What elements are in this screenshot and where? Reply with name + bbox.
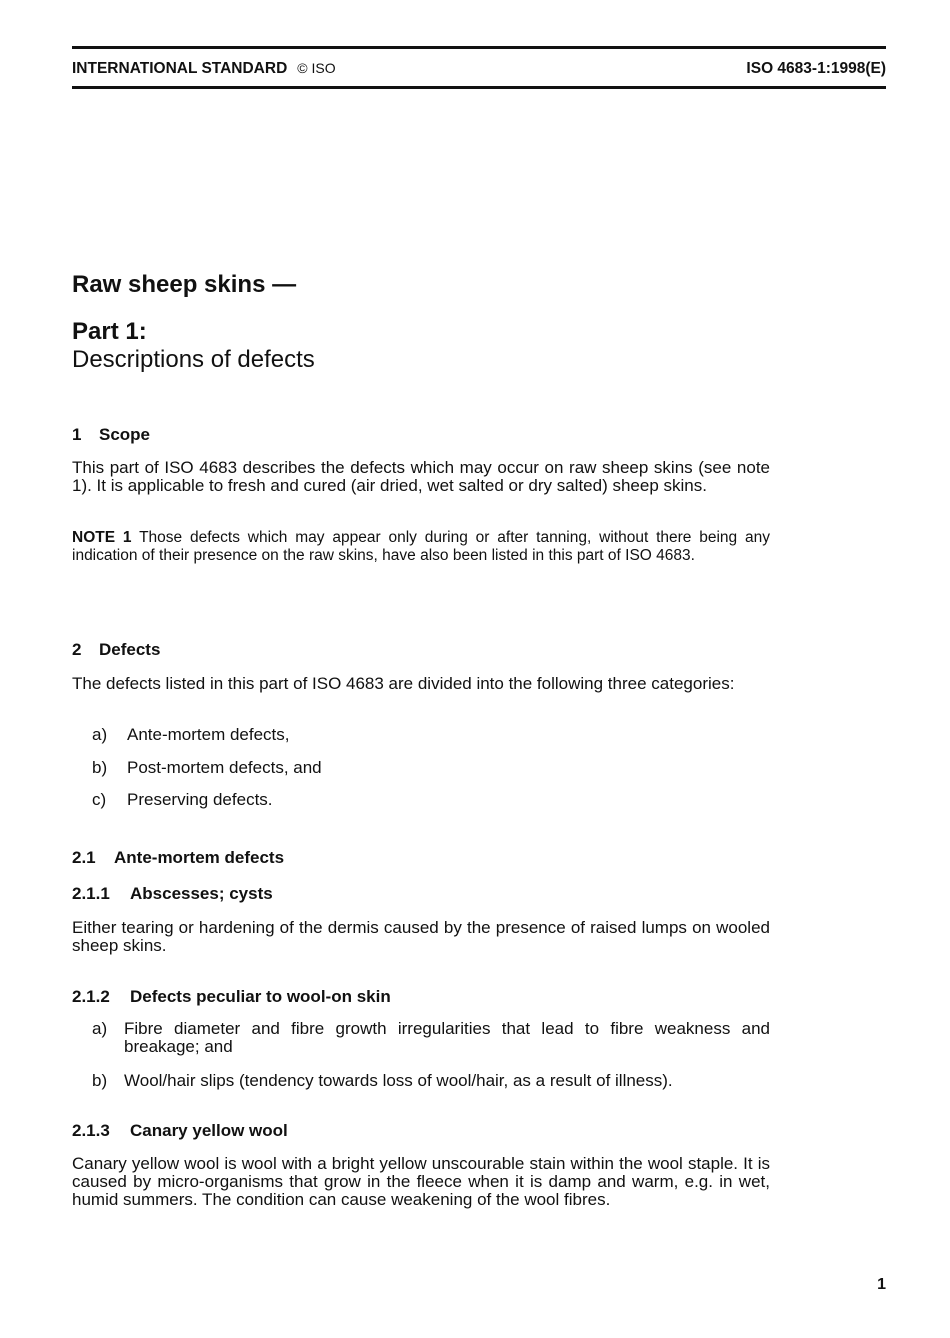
section-number: 2.1.2 <box>72 987 110 1006</box>
note-label: NOTE 1 <box>72 529 132 546</box>
defects-paragraph: The defects listed in this part of ISO 4683 are divided into the following three categories: <box>72 674 735 693</box>
section-heading-defects <box>72 640 160 660</box>
note-text: Those defects which may appear only during or after tanning, without there being any indication of their presence on the raw skins, have also been listed in this part of ISO 4683. <box>72 529 770 564</box>
list-item <box>92 791 792 811</box>
header-left <box>72 60 336 78</box>
list-item-text: Wool/hair slips (tendency towards loss of wool/hair, as a result of illness). <box>124 1071 673 1090</box>
header-top-rule <box>72 46 886 49</box>
section-number: 2.1 <box>72 848 96 867</box>
section-title: Defects peculiar to wool-on skin <box>130 987 391 1006</box>
section-title: Ante-mortem defects <box>114 848 285 867</box>
section-title: Defects <box>99 640 161 659</box>
section-heading-scope <box>72 425 150 445</box>
list-item-label: b) <box>92 758 108 777</box>
section-number: 1 <box>72 425 82 444</box>
header-doc-id: ISO 4683-1:1998(E) <box>746 60 886 77</box>
abscesses-paragraph: Either tearing or hardening of the dermis caused by the presence of raised lumps on wooled sheep skins. <box>72 918 770 955</box>
doc-title: Raw sheep skins — <box>72 271 297 298</box>
page-number: 1 <box>877 1276 886 1293</box>
scope-paragraph: This part of ISO 4683 describes the defects which may occur on raw sheep skins (see note 1). It is applicable to fresh and cured (air dried, wet salted or dry salted) sheep skins. <box>72 458 770 495</box>
list-item <box>92 1072 772 1092</box>
header-copyright: © ISO <box>297 60 336 76</box>
section-number: 2.1.3 <box>72 1121 110 1140</box>
section-number: 2.1.1 <box>72 884 110 903</box>
section-heading-ante-mortem <box>72 848 284 868</box>
doc-part: Part 1: <box>72 318 147 345</box>
section-heading-wool-on-defects <box>72 987 391 1007</box>
list-item <box>92 759 792 779</box>
scope-note <box>72 529 770 565</box>
list-item-label: a) <box>92 725 108 744</box>
list-item-label: c) <box>92 790 107 809</box>
canary-yellow-paragraph: Canary yellow wool is wool with a bright yellow unscourable stain within the wool staple. It is caused by micro-organisms that grow in the fleece when it is damp and warm, e.g. in wet, humid summers. The condition can cause weakening of the wool fibres. <box>72 1154 770 1209</box>
header-standard-label: INTERNATIONAL STANDARD <box>72 60 288 77</box>
section-title: Scope <box>99 425 151 444</box>
list-item-text: Post-mortem defects, and <box>127 758 322 777</box>
list-item <box>92 726 792 746</box>
section-heading-canary-yellow <box>72 1121 288 1141</box>
list-item <box>92 1020 772 1060</box>
section-title: Abscesses; cysts <box>130 884 273 903</box>
section-title: Canary yellow wool <box>130 1121 288 1140</box>
section-number: 2 <box>72 640 82 659</box>
list-item-label: a) <box>92 1019 108 1038</box>
list-item-text: Fibre diameter and fibre growth irregularities that lead to fibre weakness and breakage; and <box>124 1019 770 1056</box>
list-item-text: Preserving defects. <box>127 790 273 809</box>
list-item-label: b) <box>92 1071 108 1090</box>
header-bottom-rule <box>72 86 886 89</box>
doc-subtitle: Descriptions of defects <box>72 346 315 373</box>
section-heading-abscesses <box>72 884 273 904</box>
list-item-text: Ante-mortem defects, <box>127 725 290 744</box>
